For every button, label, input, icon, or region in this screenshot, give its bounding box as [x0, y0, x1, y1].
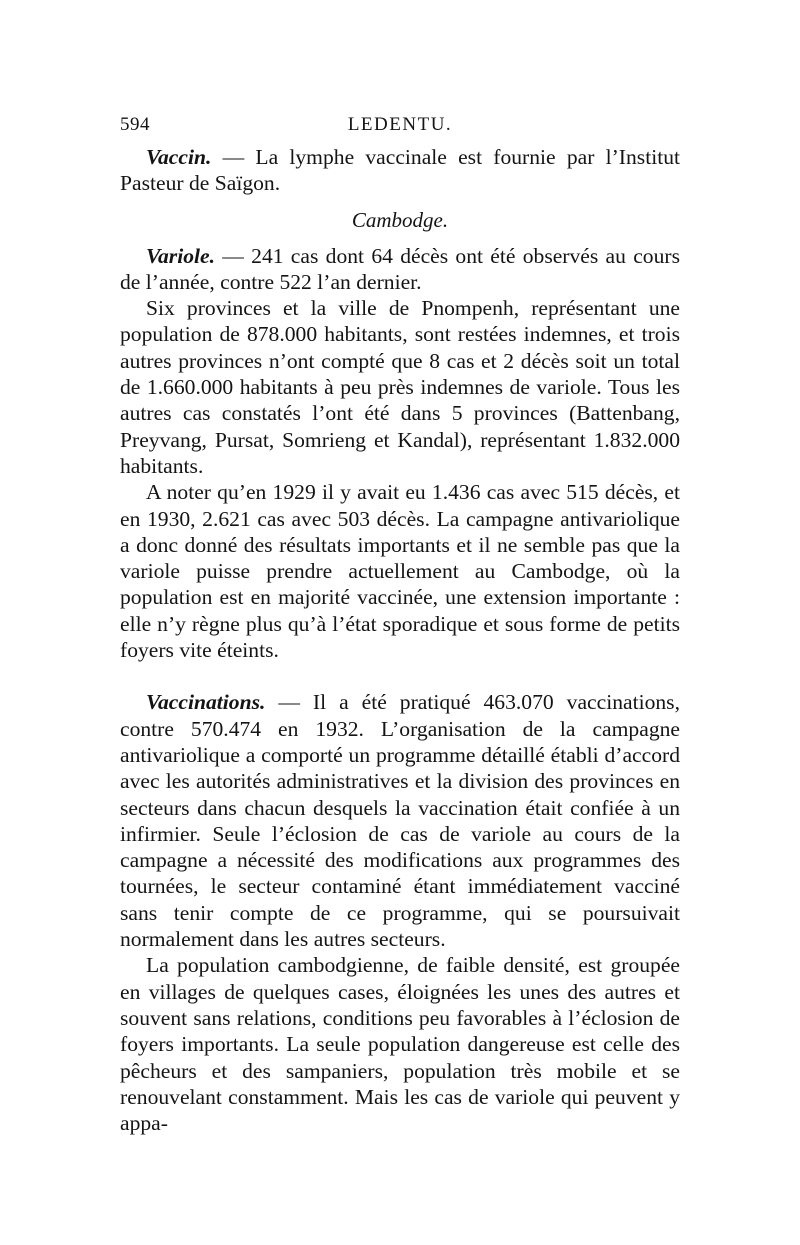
paragraph-comparison: A noter qu’en 1929 il y avait eu 1.436 cas avec 515 décès, et en 1930, 2.621 cas avec 503 décès. La campagne antivariolique a donc donné des résultats importants et il ne semble pas que la variole puisse prendre actuellement au Cambodge, où la population est en majorité vaccinée, une extension importante : elle n’y règne plus qu’à l’état sporadique et sous forme de petits foyers vite éteints. — [120, 480, 680, 663]
run-in-heading-vaccinations: Vaccinations. — [146, 690, 266, 715]
paragraph-vaccin — [120, 144, 680, 197]
running-head — [120, 114, 680, 144]
run-in-heading-variole: Variole. — [146, 243, 215, 268]
paragraph-provinces: Six provinces et la ville de Pnompenh, représentant une population de 878.000 habitants, sont restées indemnes, et trois autres provinces n’ont compté que 8 cas et 2 décès soit un total de 1.660.000 habitants à peu près indemnes de variole. Tous les autres cas constatés l’ont été dans 5 provinces (Battenbang, Preyvang, Pursat, Somrieng et Kandal), représentant 1.832.000 habitants. — [120, 296, 680, 478]
paragraph-variole-text: — 241 cas dont 64 décès ont été observés au cours de l’année, contre 522 l’an dernier. — [120, 243, 680, 294]
run-in-heading-vaccin: Vaccin. — [146, 145, 212, 169]
section-heading: Cambodge. — [351, 207, 449, 232]
paragraph-vaccin-text: — La lymphe vaccinale est fournie par l’Institut Pasteur de Saïgon. — [120, 145, 680, 196]
running-title: LEDENTU. — [347, 114, 453, 135]
paragraph-vaccinations — [120, 689, 680, 952]
paragraph-vaccinations-text: — Il a été pratiqué 463.070 vaccinations, contre 570.474 en 1932. L’organisation de la campagne antivariolique a comporté un programme détaillé établi d’accord avec les autorités administratives et la division des provinces en secteurs dans chacun desquels la vaccination était confiée à un infirmier. Seule l’éclosion de cas de variole au cours de la campagne a nécessité des modifications aux programmes des tournées, le secteur contaminé étant immédiatement vacciné sans tenir compte de ce programme, qui se poursuivait normalement dans les autres secteurs. — [120, 690, 680, 952]
book-page — [120, 114, 680, 1136]
paragraph-population: La population cambodgienne, de faible densité, est groupée en villages de quelques cases, éloignées les unes des autres et souvent sans relations, conditions peu favorables à l’éclosion de foyers importants. La seule population dangereuse est celle des pêcheurs et des sampaniers, population très mobile et se renouvelant constamment. Mais les cas de variole qui peuvent y appa- — [120, 953, 680, 1136]
body-text — [120, 144, 680, 1136]
paragraph-variole — [120, 243, 680, 296]
page-number: 594 — [120, 114, 150, 135]
paragraph-gap — [120, 663, 680, 689]
